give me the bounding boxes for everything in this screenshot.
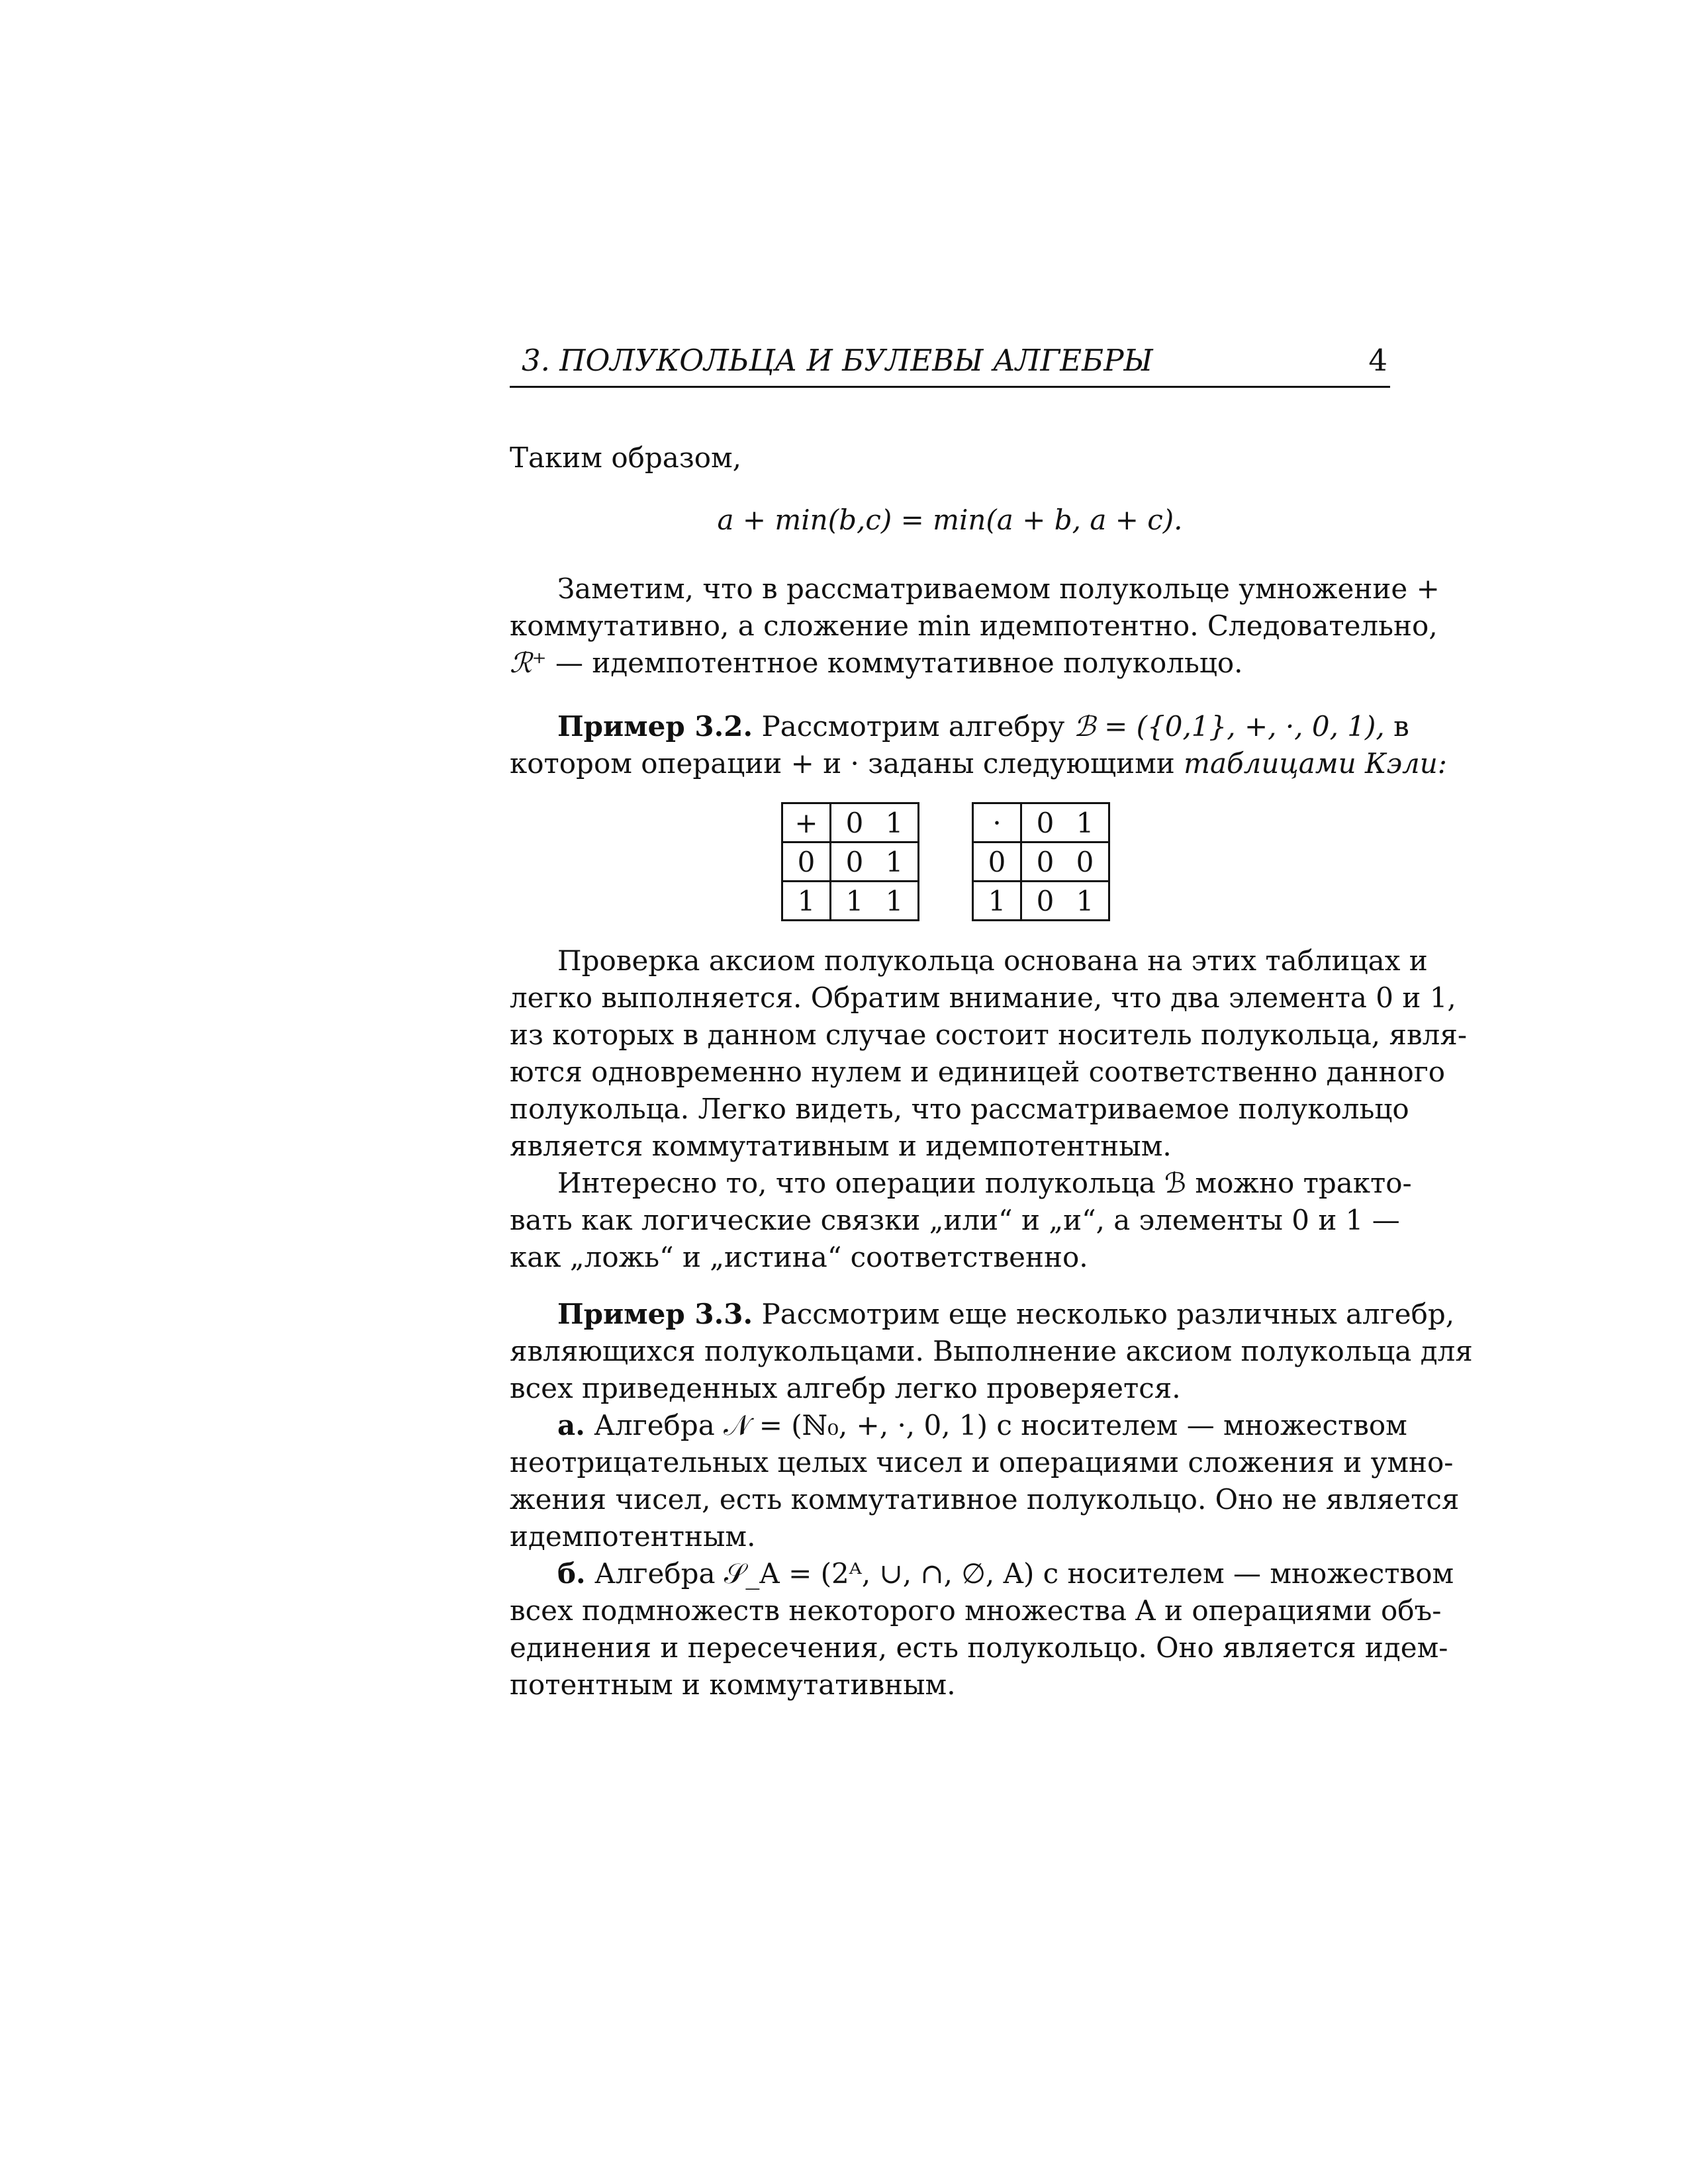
item-b-line-1 — [510, 1555, 1454, 1592]
item-b-label: б. — [557, 1557, 586, 1590]
header-title: 3. ПОЛУКОЛЬЦА И БУЛЕВЫ АЛГЕБРЫ — [522, 343, 1153, 378]
example-3-3-line-2: являющихся полукольцами. Выполнение аксиом полукольца для — [510, 1335, 1473, 1367]
para1-line-2: коммутативно, а сложение min идемпотентно. Следовательно, — [510, 610, 1438, 642]
example-3-3-label: Пример 3.3. — [557, 1298, 753, 1330]
item-a-label: а. — [557, 1409, 585, 1441]
table-cell: 1 — [973, 882, 1021, 921]
cayley-table-plus — [781, 802, 919, 921]
para3-line-1: Интересно то, что операции полукольца ℬ можно тракто- — [557, 1167, 1412, 1199]
cayley-tables-term: таблицами Кэли: — [1184, 747, 1447, 780]
cell-value: 1 — [885, 845, 904, 878]
table-cell — [1021, 803, 1109, 842]
item-b-text: Алгебра 𝒮_A = (2ᴬ, ∪, ∩, ∅, A) с носителем — множеством — [594, 1557, 1454, 1590]
table-cell: · — [973, 803, 1021, 842]
table-cell — [831, 803, 919, 842]
cell-value: 0 — [1036, 884, 1055, 917]
example-3-2-math: ℬ = ({0,1}, +, ·, 0, 1), — [1073, 710, 1385, 743]
item-a-line-1 — [510, 1407, 1407, 1444]
cell-value: 0 — [1076, 845, 1094, 878]
table-cell: 0 — [782, 842, 831, 882]
cell-value: 1 — [1076, 806, 1094, 839]
item-a-text: Алгебра 𝒩 = (ℕ₀, +, ·, 0, 1) с носителем — множеством — [594, 1409, 1407, 1441]
para2-line-1: Проверка аксиом полукольца основана на этих таблицах и — [557, 944, 1428, 977]
table-cell — [831, 842, 919, 882]
para2-line-3: из которых в данном случае состоит носитель полукольца, явля- — [510, 1019, 1468, 1051]
intro-line: Таким образом, — [510, 441, 742, 474]
r-plus-symbol: ℛ⁺ — [510, 647, 547, 679]
item-a-line-3: жения чисел, есть коммутативное полукольцо. Оно не является — [510, 1483, 1460, 1516]
example-3-3-line-1 — [510, 1296, 1455, 1333]
item-b-line-2: всех подмножеств некоторого множества A и операциями объ- — [510, 1594, 1442, 1627]
example-3-3-line-3: всех приведенных алгебр легко проверяется. — [510, 1372, 1181, 1404]
table-row — [782, 803, 919, 842]
cell-value: 1 — [845, 884, 864, 917]
para3-line-2: вать как логические связки „или“ и „и“, а элементы 0 и 1 — — [510, 1204, 1400, 1236]
cell-value: 0 — [1036, 806, 1055, 839]
para2-line-2: легко выполняется. Обратим внимание, что два элемента 0 и 1, — [510, 981, 1456, 1014]
para1-line-3-text: — идемпотентное коммутативное полукольцо. — [555, 647, 1243, 679]
cell-value: 0 — [845, 845, 864, 878]
cell-value: 0 — [845, 806, 864, 839]
example-3-2-text: Рассмотрим алгебру — [761, 710, 1065, 743]
example-3-2-label: Пример 3.2. — [557, 710, 753, 743]
table-row — [782, 882, 919, 921]
table-row — [973, 882, 1109, 921]
page-header — [510, 338, 1390, 388]
item-b-line-4: потентным и коммутативным. — [510, 1668, 956, 1701]
cell-value: 1 — [885, 884, 904, 917]
item-b-line-3: единения и пересечения, есть полукольцо. Оно является идем- — [510, 1631, 1448, 1664]
example-3-2-line-1 — [510, 708, 1409, 745]
cayley-table-mult — [972, 802, 1110, 921]
table-cell: 0 — [973, 842, 1021, 882]
item-a-line-4: идемпотентным. — [510, 1520, 756, 1553]
display-formula: a + min(b,c) = min(a + b, a + c). — [717, 504, 1183, 536]
table-row — [973, 842, 1109, 882]
cell-value: 1 — [1076, 884, 1094, 917]
table-cell: 1 — [782, 882, 831, 921]
table-cell — [831, 882, 919, 921]
cell-value: 0 — [1036, 845, 1055, 878]
example-3-3-text: Рассмотрим еще несколько различных алгебр, — [761, 1298, 1455, 1330]
cell-value: 1 — [885, 806, 904, 839]
para2-line-5: полукольца. Легко видеть, что рассматриваемое полукольцо — [510, 1093, 1409, 1125]
table-cell — [1021, 882, 1109, 921]
para1-line-3 — [510, 645, 1390, 682]
item-a-line-2: неотрицательных целых чисел и операциями сложения и умно- — [510, 1446, 1454, 1479]
para3-line-3: как „ложь“ и „истина“ соответственно. — [510, 1241, 1088, 1273]
page-number: 4 — [1368, 343, 1387, 378]
table-row — [782, 842, 919, 882]
example-3-2-line-2 — [510, 745, 1447, 782]
para2-line-4: ются одновременно нулем и единицей соответственно данного — [510, 1056, 1446, 1088]
table-cell: + — [782, 803, 831, 842]
example-3-2-line-2-text: котором операции + и · заданы следующими — [510, 747, 1175, 780]
example-3-2-end: в — [1393, 710, 1409, 743]
table-cell — [1021, 842, 1109, 882]
para2-line-6: является коммутативным и идемпотентным. — [510, 1130, 1172, 1162]
para1-line-1: Заметим, что в рассматриваемом полукольце умножение + — [557, 572, 1440, 605]
table-row — [973, 803, 1109, 842]
